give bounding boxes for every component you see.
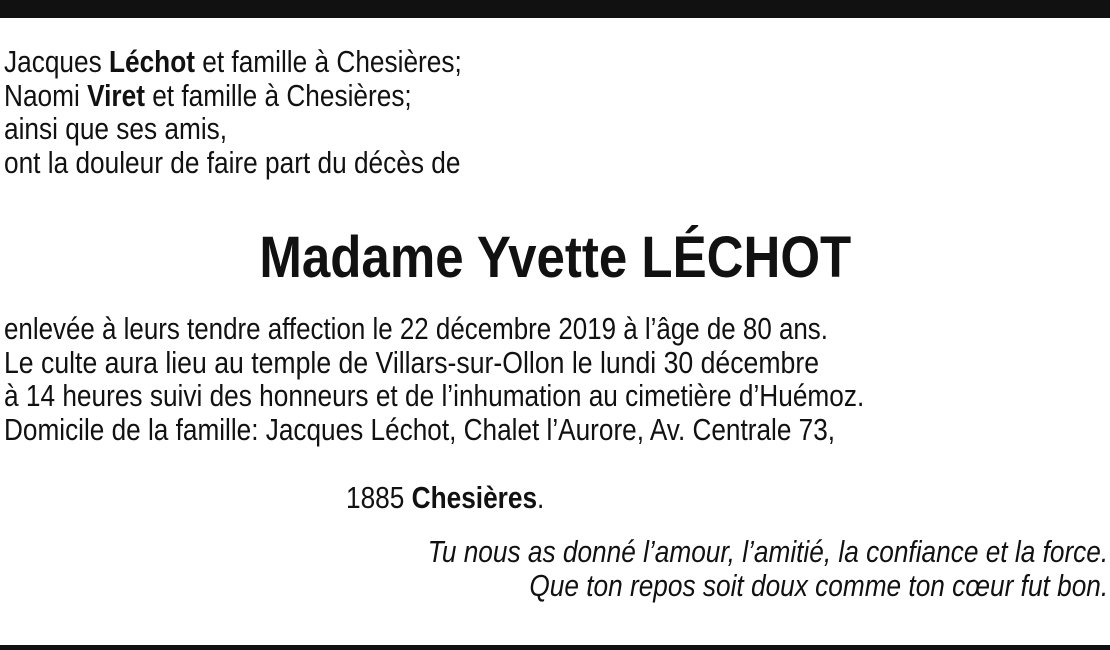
address-town: Chesières	[411, 481, 538, 515]
top-rule	[0, 0, 1110, 18]
address-end	[346, 482, 544, 516]
intro-line-2-text: Naomi	[4, 78, 88, 113]
body-line-4: Domicile de la famille: Jacques Léchot, Chalet l’Aurore, Av. Centrale 73,	[4, 412, 836, 447]
intro-line-1-text: Jacques	[4, 45, 109, 79]
bottom-rule	[0, 645, 1110, 650]
body-line-1: enlevée à leurs tendre affection le 22 décembre 2019 à l’âge de 80 ans.	[4, 312, 828, 346]
intro-block	[4, 46, 462, 180]
announcement-body	[4, 313, 1110, 447]
intro-line-1-rest: et famille à Chesières;	[194, 45, 462, 79]
postal-code: 1885	[346, 481, 412, 515]
intro-line-2-surname: Viret	[87, 78, 145, 113]
intro-line-2	[4, 80, 462, 114]
deceased-name: Madame Yvette LÉCHOT	[259, 225, 851, 290]
address-period: .	[537, 481, 545, 515]
quote-line-2: Que ton repos soit doux comme ton cœur fut bon.	[529, 568, 1108, 603]
deceased-name-heading	[0, 222, 1110, 294]
intro-line-2-rest: et famille à Chesières;	[144, 78, 412, 113]
body-line-3: à 14 heures suivi des honneurs et de l’inhumation au cimetière d’Huémoz.	[4, 379, 865, 414]
intro-line-3: ainsi que ses amis,	[4, 112, 228, 147]
body-line-2: Le culte aura lieu au temple de Villars-sur-Ollon le lundi 30 décembre	[4, 345, 820, 380]
intro-line-4: ont la douleur de faire part du décès de	[4, 145, 461, 180]
intro-line-1-surname: Léchot	[108, 45, 195, 79]
closing-quote	[428, 536, 1108, 603]
quote-line-1: Tu nous as donné l’amour, l’amitié, la confiance et la force.	[427, 535, 1108, 569]
intro-line-1	[4, 46, 462, 80]
